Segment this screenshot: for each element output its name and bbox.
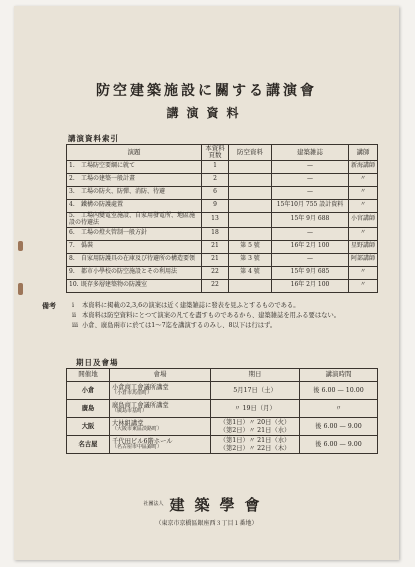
schedule-date: 〃 19日（月） [211, 400, 300, 418]
index-row [67, 160, 378, 173]
index-number: 9. [69, 268, 75, 276]
index-lecturer: 阿部講師 [349, 253, 378, 266]
index-number: 3. [69, 188, 75, 196]
schedule-time: 〃 [300, 400, 378, 418]
schedule-time: 後 6.00 — 9.00 [300, 436, 378, 454]
index-bouku: 第 4 號 [229, 266, 272, 279]
note-number: i [72, 302, 75, 309]
index-number: 4. [69, 201, 75, 209]
index-header: 建築雑誌 [272, 145, 349, 161]
index-topic-cell [67, 279, 202, 292]
index-header: 講師 [349, 145, 378, 161]
index-zasshi: 16年 2月 100 [272, 279, 349, 292]
note-text: 本資料に掲載の2,3,6の演案は近く建築雑誌に發表を見ふとするものである。 [82, 302, 300, 309]
index-header: 演題 [67, 145, 202, 161]
index-topic: 工場の燈火管制一般方針 [81, 229, 148, 237]
index-table [66, 144, 378, 293]
index-lecturer: 星野講師 [349, 240, 378, 253]
index-topic-cell [67, 253, 202, 266]
index-topic: 僞裝 [81, 242, 94, 250]
index-page: 2 [202, 173, 229, 186]
index-zasshi: — [272, 173, 349, 186]
index-heading: 講演資料索引 [68, 134, 119, 143]
schedule-city: 廣島 [67, 400, 110, 418]
index-topic: 自家用防護具の在庫及び待避所の構造要領 [81, 255, 196, 263]
index-bouku [229, 199, 272, 212]
schedule-venue-cell [110, 382, 211, 400]
schedule-venue-cell [110, 436, 211, 454]
index-header: 防空資料 [229, 145, 272, 161]
document-subtitle: 講演資料 [166, 106, 247, 120]
index-zasshi: 15年 9月 688 [272, 212, 349, 227]
schedule-row [67, 382, 378, 400]
notes [42, 301, 392, 331]
pamphlet-page [14, 6, 399, 560]
index-topic: 工場の建築一般計畫 [81, 175, 136, 183]
index-topic: 工場防空要綱に就て [81, 162, 136, 170]
index-zasshi: 15年10月 755 設計資料 [272, 199, 349, 212]
index-zasshi: 15年 9月 685 [272, 266, 349, 279]
schedule-venue-cell [110, 400, 211, 418]
binding-hole [18, 283, 23, 295]
index-zasshi: — [272, 160, 349, 173]
note-text: 小倉、廣島兩市に於ては1〜7迄を講演するのみし、8以下は行はず。 [82, 322, 277, 330]
publisher [14, 494, 399, 515]
schedule-city: 大阪 [67, 418, 110, 436]
index-bouku [229, 160, 272, 173]
index-number: 7. [69, 242, 75, 250]
index-lecturer: 〃 [349, 279, 378, 292]
index-page: 6 [202, 186, 229, 199]
index-lecturer: 〃 [349, 266, 378, 279]
schedule-venue-note: （名古屋市中區錦町） [112, 444, 163, 451]
index-zasshi: — [272, 227, 349, 240]
schedule-row [67, 418, 378, 436]
index-row [67, 227, 378, 240]
schedule-time: 後 6.00 — 9.00 [300, 418, 378, 436]
index-row [67, 266, 378, 279]
schedule-header: 講演時間 [300, 369, 378, 382]
schedule-heading: 期日及會場 [76, 358, 119, 367]
index-page: 1 [202, 160, 229, 173]
document-title: 防空建築施設に關する講演會 [96, 83, 317, 99]
index-topic-cell [67, 240, 202, 253]
schedule-venue: 廣島商工會議所講堂 [112, 402, 169, 409]
index-bouku: 第 3 號 [229, 253, 272, 266]
index-number: 1. [69, 162, 75, 170]
index-page: 9 [202, 199, 229, 212]
publisher-address: （東京市京橋區銀座西３丁目１番地） [155, 520, 258, 527]
index-number: 8. [69, 255, 75, 263]
index-number: 10. [69, 281, 79, 289]
schedule-date: （第1日）〃 21日（水） （第2日）〃 22日（木） [211, 436, 300, 454]
note-number: ii [72, 312, 77, 320]
index-zasshi: — [272, 186, 349, 199]
index-bouku [229, 227, 272, 240]
index-topic-cell [67, 186, 202, 199]
index-page: 22 [202, 266, 229, 279]
index-topic: 都市小學校の防空施設とその利用法 [81, 268, 178, 276]
index-bouku [229, 279, 272, 292]
index-number: 5. [69, 211, 75, 219]
index-lecturer: 〃 [349, 186, 378, 199]
index-row [67, 199, 378, 212]
index-row [67, 240, 378, 253]
index-lecturer: 小宮講師 [349, 212, 378, 227]
index-page: 18 [202, 227, 229, 240]
index-bouku [229, 186, 272, 199]
index-row [67, 173, 378, 186]
index-topic-cell [67, 160, 202, 173]
schedule-venue-note: （廣島市基町） [112, 408, 148, 415]
note-number: iii [72, 322, 79, 330]
index-page: 21 [202, 240, 229, 253]
schedule-venue: 小倉商工會議所講堂 [112, 384, 169, 391]
publisher-corp: 社團法人 [143, 500, 164, 507]
index-topic: 工場の防火、防彈、消防、待避 [81, 188, 166, 196]
index-bouku: 第 5 號 [229, 240, 272, 253]
index-header: 本資料頁数 [202, 145, 229, 161]
index-bouku [229, 173, 272, 186]
index-lecturer: 〃 [349, 173, 378, 186]
index-topic: 既存多層建築物の防護室 [81, 281, 148, 289]
index-row [67, 253, 378, 266]
index-row [67, 212, 378, 227]
note-text: 本資料は防空資料にとつて演案の凡てを盡すものであるから、建築雑誌を用ふる要はない。 [82, 312, 341, 320]
schedule-header: 期日 [211, 369, 300, 382]
schedule-date: （第1日）〃 20日（火） （第2日）〃 21日（水） [211, 418, 300, 436]
index-topic-cell [67, 227, 202, 240]
schedule-city: 小倉 [67, 382, 110, 400]
schedule-table [66, 368, 378, 454]
schedule-venue-note: （小倉市馬借町） [112, 390, 153, 397]
index-topic-cell [67, 199, 202, 212]
schedule-venue-note: （大阪市東區淡路町） [112, 426, 163, 433]
index-row [67, 279, 378, 292]
schedule-header: 開催地 [67, 369, 110, 382]
index-lecturer: 〃 [349, 199, 378, 212]
binding-hole [18, 241, 23, 251]
index-page: 13 [202, 212, 229, 227]
index-number: 2. [69, 175, 75, 183]
schedule-venue-cell [110, 418, 211, 436]
index-page: 22 [202, 279, 229, 292]
index-topic-cell [67, 173, 202, 186]
schedule-date: 5月17日（土） [211, 382, 300, 400]
index-zasshi: 16年 2月 100 [272, 240, 349, 253]
schedule-header: 會場 [110, 369, 211, 382]
notes-label: 備考 [42, 301, 56, 310]
schedule-venue: 大林組講堂 [112, 420, 144, 427]
index-page: 21 [202, 253, 229, 266]
index-lecturer: 〃 [349, 227, 378, 240]
schedule-row [67, 436, 378, 454]
schedule-venue: 千代田ビル6階ホール [112, 438, 173, 445]
index-zasshi: — [272, 253, 349, 266]
index-lecturer: 新海講師 [349, 160, 378, 173]
index-topic-cell [67, 212, 202, 227]
index-bouku [229, 212, 272, 227]
schedule-time: 後 6.00 — 10.00 [300, 382, 378, 400]
index-row [67, 186, 378, 199]
index-topic-cell [67, 266, 202, 279]
publisher-name: 建築學會 [169, 496, 270, 514]
index-number: 6. [69, 229, 75, 237]
schedule-row [67, 400, 378, 418]
index-topic: 鐵構の防護處置 [81, 201, 124, 209]
index-topic: 工場內變電室施設、自家用發電所、地區施設の待避法 [69, 211, 196, 226]
schedule-city: 名古屋 [67, 436, 110, 454]
